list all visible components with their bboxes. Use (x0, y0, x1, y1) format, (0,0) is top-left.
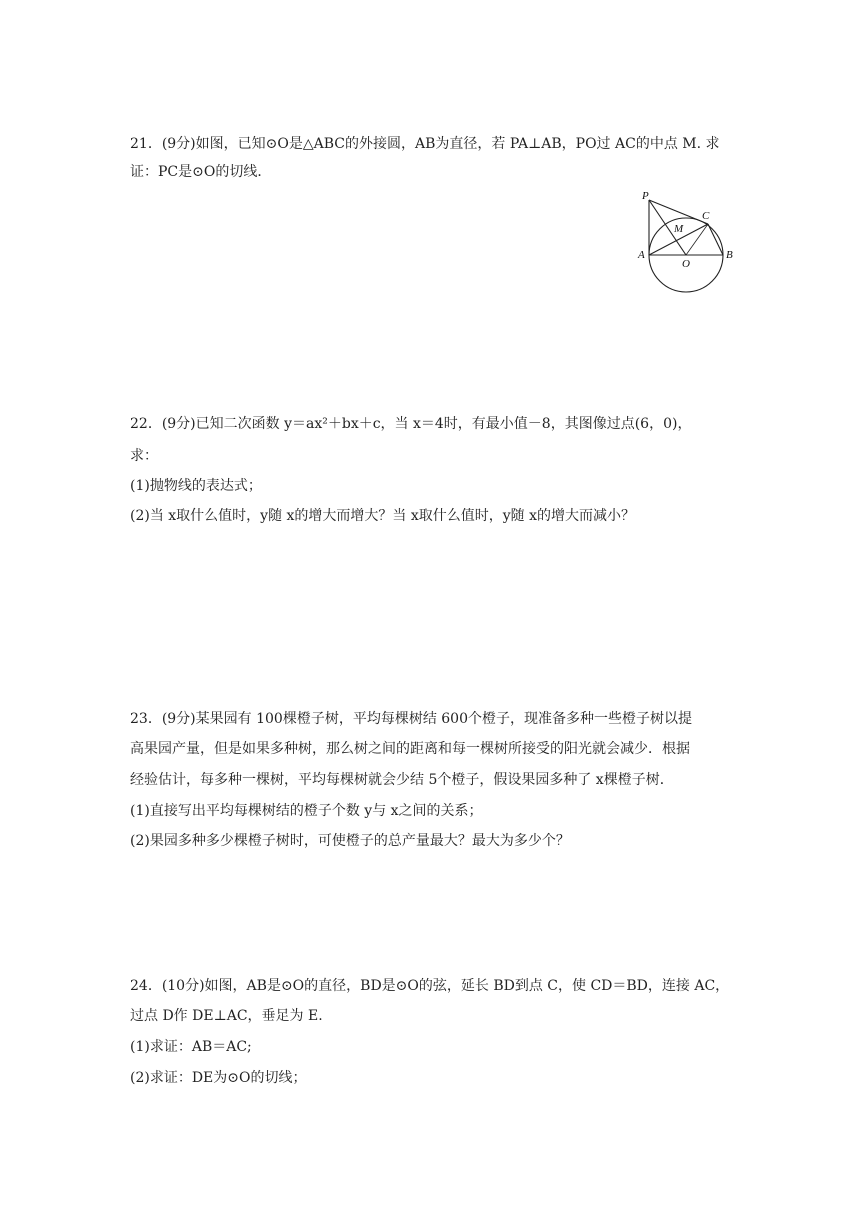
segment-bc (708, 224, 723, 255)
q21-line2: 证：PC是⊙O的切线． (130, 164, 272, 180)
label-m: M (674, 223, 684, 235)
label-c: C (702, 210, 710, 222)
q22-part2: (2)当 x取什么值时，y随 x的增大而增大？当 x取什么值时，y随 x的增大而减小？ (130, 508, 636, 524)
q23-line3: 经验估计，每多种一棵树，平均每棵树就会少结 5个橙子，假设果园多种了 x棵橙子树． (130, 772, 674, 788)
q23-part2: (2)果园多种多少棵橙子树时，可使橙子的总产量最大？最大为多少个？ (130, 833, 570, 849)
q24-line2: 过点 D作 DE⊥AC，垂足为 E. (130, 1008, 323, 1024)
q24-part2: (2)求证：DE为⊙O的切线； (130, 1070, 307, 1086)
segment-co (686, 224, 708, 255)
q24-line1: 24．(10分)如图，AB是⊙O的直径，BD是⊙O的弦，延长 BD到点 C，使 CD＝BD，连接 AC， (130, 978, 730, 994)
q21-line1: 21．(9分)如图，已知⊙O是△ABC的外接圆，AB为直径，若 PA⊥AB，PO过 AC的中点 M. 求 (130, 136, 720, 152)
label-p: P (642, 190, 649, 202)
q22-line1: 22．(9分)已知二次函数 y＝ax²＋bx＋c，当 x＝4时，有最小值－8，其图像过点(6，0)， (130, 416, 692, 432)
q23-line2: 高果园产量，但是如果多种树，那么树之间的距离和每一棵树所接受的阳光就会减少．根据 (130, 741, 690, 757)
label-o: O (682, 258, 690, 270)
q22-part1: (1)抛物线的表达式； (130, 478, 262, 494)
segment-pc (649, 200, 708, 224)
label-a: A (638, 249, 645, 261)
q24-part1: (1)求证：AB＝AC; (130, 1039, 252, 1055)
q22-line2: 求： (130, 448, 158, 464)
label-b: B (726, 249, 733, 261)
q23-line1: 23．(9分)某果园有 100棵橙子树，平均每棵树结 600个橙子，现准备多种一些橙子树以提 (130, 711, 692, 727)
q23-part1: (1)直接写出平均每棵树结的橙子个数 y与 x之间的关系； (130, 803, 483, 819)
q21-figure (636, 188, 746, 298)
